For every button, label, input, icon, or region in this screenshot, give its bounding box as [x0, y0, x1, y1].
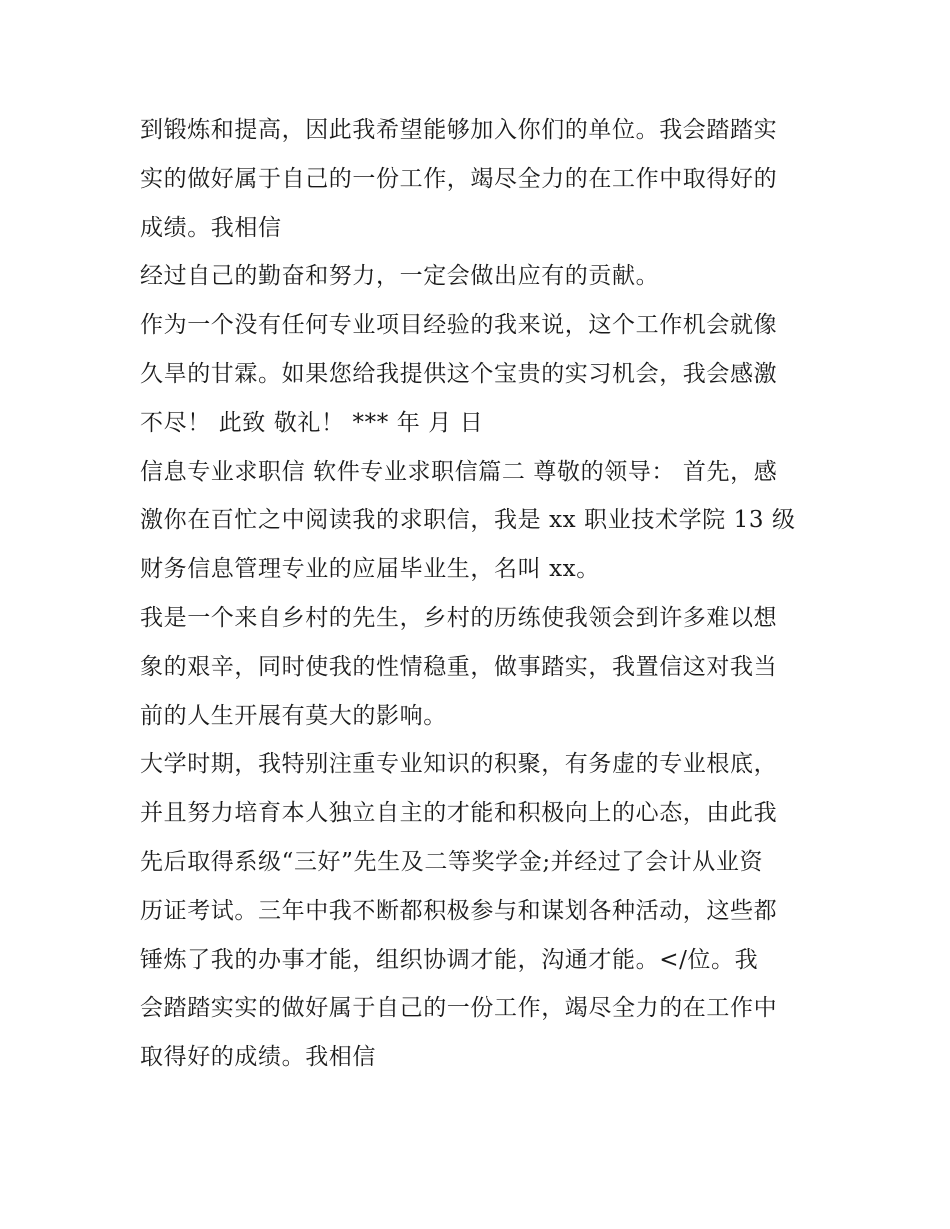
text-line: 大学时期，我特别注重专业知识的积聚，有务虚的专业根底，	[140, 751, 778, 778]
text-line: 不尽！ 此致 敬礼！ *** 年 月 日	[140, 409, 484, 436]
text-line: 久旱的甘霖。如果您给我提供这个宝贵的实习机会，我会感激	[140, 360, 778, 387]
text-line: 历证考试。三年中我不断都积极参与和谋划各种活动，这些都	[140, 897, 778, 924]
text-line: 成绩。我相信	[140, 214, 282, 241]
text-line: 取得好的成绩。我相信	[140, 1044, 376, 1071]
text-line: 信息专业求职信 软件专业求职信篇二 尊敬的领导： 首先，感	[140, 458, 778, 485]
text-line: 到锻炼和提高，因此我希望能够加入你们的单位。我会踏踏实	[140, 117, 778, 143]
text-line: 先后取得系级“三好”先生及二等奖学金;并经过了会计从业资	[140, 848, 764, 875]
text-line: 财务信息管理专业的应届毕业生，名叫 xx。	[140, 556, 600, 583]
document-page	[140, 106, 812, 1082]
text-line: 象的艰辛，同时使我的性情稳重，做事踏实，我置信这对我当	[140, 653, 778, 680]
text-line: 经过自己的勤奋和努力，一定会做出应有的贡献。	[140, 263, 660, 290]
text-line: 实的做好属于自己的一份工作，竭尽全力的在工作中取得好的	[140, 165, 778, 192]
text-line: 我是一个来自乡村的先生，乡村的历练使我领会到许多难以想	[140, 604, 778, 631]
text-line: 前的人生开展有莫大的影响。	[140, 702, 447, 729]
text-line: 作为一个没有任何专业项目经验的我来说，这个工作机会就像	[140, 312, 778, 339]
text-line: 会踏踏实实的做好属于自己的一份工作，竭尽全力的在工作中	[140, 995, 778, 1022]
text-line: 并且努力培育本人独立自主的才能和积极向上的心态，由此我	[140, 800, 778, 827]
text-line: 锤炼了我的办事才能，组织协调才能，沟通才能。</位。我	[140, 946, 759, 973]
text-line: 激你在百忙之中阅读我的求职信，我是 xx 职业技术学院 13 级	[140, 507, 796, 534]
